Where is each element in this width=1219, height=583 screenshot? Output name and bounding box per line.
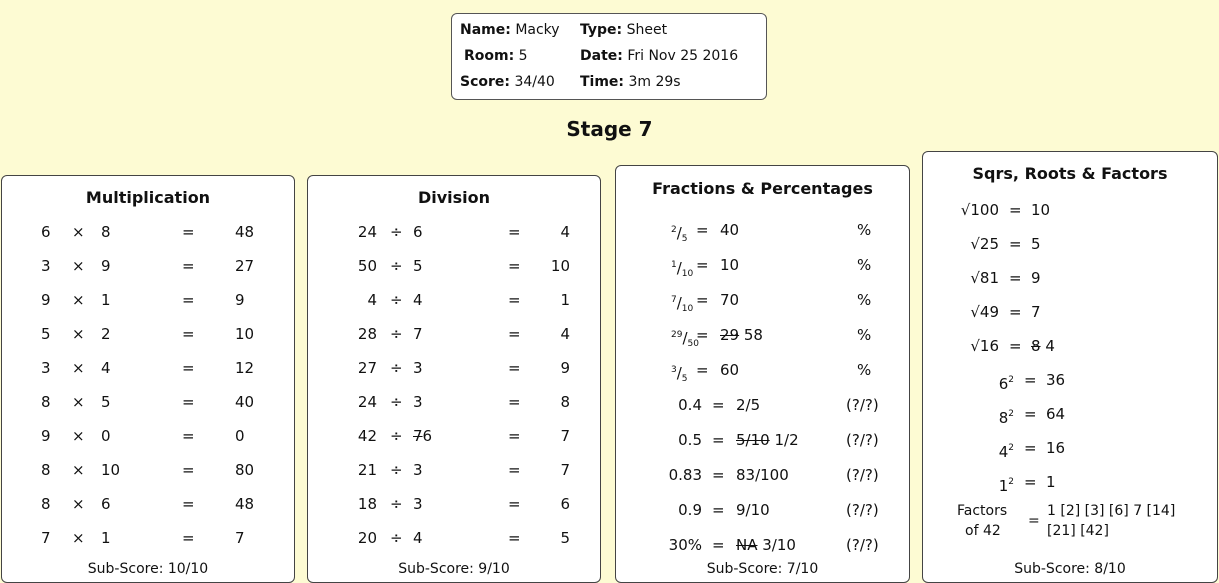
panel-title: Fractions & Percentages [652, 179, 873, 198]
factors-line-1: 1 [2] [3] [6] 7 [14] [1047, 503, 1176, 519]
operand-b-value: 6 [422, 427, 433, 445]
equation-row [308, 220, 600, 244]
operand-b: 4 [101, 359, 111, 377]
operator: ÷ [390, 223, 403, 241]
fraction-question [671, 253, 693, 286]
answer-value: 83/100 [736, 466, 789, 484]
equals-sign: = [696, 256, 709, 274]
unit: % [857, 326, 872, 344]
equation-row [923, 368, 1217, 392]
fraction-slash: / [676, 259, 682, 277]
operator: × [72, 495, 85, 513]
operand-a: 28 [357, 325, 377, 343]
operand-a: 3 [41, 359, 51, 377]
answer [720, 288, 739, 312]
numerator: 2 [671, 225, 677, 235]
operand-b [413, 424, 432, 448]
fraction-question [671, 288, 693, 321]
equals-sign: = [1009, 201, 1022, 219]
answer-value: 7 [1031, 303, 1041, 321]
answer-value: 9 [1031, 269, 1041, 287]
square-exponent: 2 [1008, 375, 1014, 385]
sub-score: Sub-Score: 10/10 [87, 561, 209, 577]
factors-label-2: of 42 [965, 523, 1001, 539]
equation-row [923, 266, 1217, 290]
answer [720, 253, 739, 277]
operand-b [413, 458, 423, 482]
equals-sign: = [1009, 337, 1022, 355]
answer-value: 40 [720, 221, 740, 239]
operand-a: 6 [41, 223, 51, 241]
answer: 8 [560, 393, 570, 411]
operand-b [413, 356, 423, 380]
equation-row [923, 436, 1217, 460]
equation-row [616, 253, 909, 277]
type-field: Type: Sheet [580, 22, 668, 38]
equals-sign: = [712, 396, 725, 414]
operand-b-value: 4 [413, 291, 423, 309]
equals-sign: = [1024, 473, 1037, 491]
operand-b-value: 3 [413, 393, 423, 411]
operator: ÷ [390, 495, 403, 513]
square-question [999, 436, 1014, 464]
answer: 4 [560, 223, 570, 241]
equals-sign: = [1024, 371, 1037, 389]
equation-row [923, 470, 1217, 494]
operand-b-value: 3 [413, 461, 423, 479]
answer-value: 60 [720, 361, 740, 379]
fraction-question [671, 218, 688, 251]
unit: (?/?) [846, 431, 879, 449]
operator: ÷ [390, 359, 403, 377]
operand-b-value: 5 [413, 257, 423, 275]
answer [736, 463, 789, 487]
root-question: √49 [970, 303, 999, 321]
room-field: Room: 5 [464, 48, 528, 64]
equals-sign: = [508, 359, 521, 377]
equals-sign: = [182, 291, 195, 309]
sub-score: Sub-Score: 8/10 [1014, 561, 1126, 577]
decimal-question: 0.4 [678, 396, 702, 414]
operand-a: 27 [357, 359, 377, 377]
equals-sign: = [1009, 269, 1022, 287]
operator: × [72, 325, 85, 343]
square-question [999, 470, 1014, 498]
operand-b [413, 322, 423, 346]
equation-row [2, 390, 294, 414]
fractions-panel [615, 165, 910, 583]
square-base: 1 [998, 477, 1009, 495]
stage-title: Stage 7 [566, 117, 653, 141]
equation-row [308, 254, 600, 278]
equation-row [308, 322, 600, 346]
answer-value: 2/5 [736, 396, 761, 414]
equation-row [2, 356, 294, 380]
unit: (?/?) [846, 501, 879, 519]
equals-sign: = [712, 501, 725, 519]
unit: % [857, 291, 872, 309]
equation-row [308, 288, 600, 312]
equation-row [308, 356, 600, 380]
operand-b [413, 492, 423, 516]
equals-sign: = [508, 529, 521, 547]
operand-a: 8 [41, 393, 51, 411]
answer-value: 70 [720, 291, 740, 309]
division-panel [307, 175, 601, 583]
answer [736, 533, 796, 557]
fraction-slash: / [676, 224, 682, 242]
equals-sign: = [712, 466, 725, 484]
sqrs-roots-factors-panel [922, 151, 1218, 583]
operator: × [72, 461, 85, 479]
numerator: 1 [671, 260, 677, 270]
operator: × [72, 223, 85, 241]
decimal-question: 0.5 [678, 431, 702, 449]
answer: 1 [560, 291, 570, 309]
answer: 9 [560, 359, 570, 377]
operand-a: 3 [41, 257, 51, 275]
operand-b-value: 4 [413, 529, 423, 547]
equals-sign: = [696, 221, 709, 239]
unit: (?/?) [846, 536, 879, 554]
equation-row [616, 463, 909, 487]
equals-sign: = [712, 536, 725, 554]
answer: 16 [1046, 439, 1066, 457]
answer [1031, 232, 1041, 256]
equation-row [923, 198, 1217, 222]
answer: 48 [235, 223, 255, 241]
equals-sign: = [182, 461, 195, 479]
operand-b: 6 [101, 495, 111, 513]
fraction-question [671, 358, 688, 391]
square-exponent: 2 [1008, 409, 1014, 419]
answer [720, 358, 739, 382]
operand-a: 8 [41, 461, 51, 479]
answer-value: 58 [743, 326, 763, 344]
root-question: √100 [960, 201, 999, 219]
date-field: Date: Fri Nov 25 2016 [580, 48, 739, 64]
answer [736, 498, 770, 522]
operator: ÷ [390, 291, 403, 309]
panel-title: Multiplication [85, 188, 211, 207]
answer: 48 [235, 495, 255, 513]
equals-sign: = [696, 291, 709, 309]
equals-sign: = [182, 359, 195, 377]
operator: ÷ [390, 461, 403, 479]
equals-sign: = [182, 495, 195, 513]
square-base: 8 [998, 409, 1009, 427]
fraction-slash: / [682, 329, 688, 347]
equation-row [616, 288, 909, 312]
equation-row [616, 533, 909, 557]
answer: 0 [235, 427, 245, 445]
operand-b: 0 [101, 427, 111, 445]
equation-row [308, 390, 600, 414]
operator: × [72, 359, 85, 377]
operator: × [72, 427, 85, 445]
answer: 7 [560, 461, 570, 479]
equals-sign: = [508, 393, 521, 411]
answer-value: 5 [1031, 235, 1041, 253]
time-field: Time: 3m 29s [580, 74, 681, 90]
denominator: 5 [681, 234, 688, 244]
denominator: 10 [681, 304, 694, 314]
equation-row [923, 334, 1217, 358]
operand-a: 18 [357, 495, 377, 513]
unit: (?/?) [846, 396, 879, 414]
operand-b: 8 [101, 223, 111, 241]
equation-row [308, 492, 600, 516]
operator: ÷ [390, 257, 403, 275]
equation-row [616, 323, 909, 347]
operand-b [413, 390, 423, 414]
answer [736, 393, 760, 417]
operand-b: 1 [101, 291, 111, 309]
decimal-question: 0.83 [668, 466, 702, 484]
crossed-out-answer: 8 [1031, 337, 1041, 355]
equals-sign: = [696, 326, 709, 344]
equals-sign: = [1024, 439, 1037, 457]
numerator: 7 [671, 295, 677, 305]
panel-title: Sqrs, Roots & Factors [972, 164, 1168, 183]
equals-sign: = [1009, 235, 1022, 253]
equation-row [308, 526, 600, 550]
operand-b [413, 220, 423, 244]
panel-title: Division [417, 188, 491, 207]
fraction-slash: / [676, 364, 682, 382]
operand-b-value: 3 [413, 495, 423, 513]
answer: 12 [235, 359, 255, 377]
equals-sign: = [508, 427, 521, 445]
operator: ÷ [390, 427, 403, 445]
name-field: Name: Macky [460, 22, 560, 38]
square-base: 4 [998, 443, 1009, 461]
equation-row [2, 492, 294, 516]
answer: 9 [235, 291, 245, 309]
operator: × [72, 393, 85, 411]
crossed-out-answer: NA [736, 536, 758, 554]
denominator: 50 [687, 339, 699, 349]
operand-b: 10 [101, 461, 121, 479]
answer [720, 323, 763, 347]
equation-row [923, 232, 1217, 256]
answer [1031, 198, 1050, 222]
operand-a: 42 [357, 427, 377, 445]
equation-row [616, 218, 909, 242]
equals-sign: = [508, 223, 521, 241]
answer: 6 [560, 495, 570, 513]
factors-row [923, 502, 1217, 546]
equation-row [2, 526, 294, 550]
equals-sign: = [182, 427, 195, 445]
equals-sign: = [508, 461, 521, 479]
answer: 5 [560, 529, 570, 547]
operand-a: 50 [357, 257, 377, 275]
equation-row [2, 322, 294, 346]
crossed-out-answer: 5/10 [736, 431, 770, 449]
operator: × [72, 291, 85, 309]
answer-value: 3/10 [762, 536, 796, 554]
answer [1031, 334, 1055, 358]
answer [736, 428, 799, 452]
equals-sign: = [508, 291, 521, 309]
factors-equals: = [1028, 513, 1040, 529]
operand-b-value: 7 [413, 325, 423, 343]
root-question: √16 [970, 337, 999, 355]
operand-a: 21 [357, 461, 377, 479]
operand-b-value: 6 [413, 223, 423, 241]
answer [1031, 266, 1041, 290]
root-question: √25 [970, 235, 999, 253]
equation-row [616, 358, 909, 382]
crossed-out-answer: 7 [413, 427, 423, 445]
operand-b-value: 3 [413, 359, 423, 377]
fraction-slash: / [676, 294, 682, 312]
answer: 10 [235, 325, 255, 343]
score-field: Score: 34/40 [460, 74, 555, 90]
equation-row [2, 424, 294, 448]
equals-sign: = [1009, 303, 1022, 321]
unit: % [857, 361, 872, 379]
answer: 27 [235, 257, 255, 275]
sub-score: Sub-Score: 7/10 [706, 561, 819, 577]
numerator: 29 [671, 330, 683, 340]
sub-score: Sub-Score: 9/10 [398, 561, 510, 577]
operand-b [413, 254, 423, 278]
equation-row [2, 254, 294, 278]
factors-line-2: [21] [42] [1047, 523, 1109, 539]
operand-b: 5 [101, 393, 111, 411]
operand-a: 8 [41, 495, 51, 513]
operand-b [413, 288, 423, 312]
answer: 80 [235, 461, 255, 479]
equation-row [616, 428, 909, 452]
operand-b: 1 [101, 529, 111, 547]
operand-a: 4 [367, 291, 377, 309]
decimal-question: 0.9 [678, 501, 702, 519]
equals-sign: = [508, 257, 521, 275]
answer [1031, 300, 1041, 324]
denominator: 10 [681, 269, 694, 279]
equation-row [308, 458, 600, 482]
answer: 4 [560, 325, 570, 343]
operand-a: 20 [357, 529, 377, 547]
unit: % [857, 221, 872, 239]
fraction-question [671, 323, 699, 356]
equals-sign: = [508, 325, 521, 343]
operator: × [72, 529, 85, 547]
decimal-question: 30% [668, 536, 702, 554]
operand-a: 7 [41, 529, 51, 547]
equals-sign: = [182, 325, 195, 343]
equation-row [2, 458, 294, 482]
operand-b: 2 [101, 325, 111, 343]
square-exponent: 2 [1008, 443, 1014, 453]
root-question: √81 [970, 269, 999, 287]
answer-value: 10 [1031, 201, 1051, 219]
equals-sign: = [182, 257, 195, 275]
operator: ÷ [390, 393, 403, 411]
equals-sign: = [182, 529, 195, 547]
unit: % [857, 256, 872, 274]
square-question [999, 368, 1014, 396]
answer [720, 218, 739, 242]
operand-a: 9 [41, 291, 51, 309]
equation-row [616, 498, 909, 522]
equals-sign: = [696, 361, 709, 379]
operand-a: 24 [357, 223, 377, 241]
answer: 64 [1046, 405, 1066, 423]
equals-sign: = [182, 393, 195, 411]
square-question [999, 402, 1014, 430]
operator: ÷ [390, 325, 403, 343]
answer: 40 [235, 393, 255, 411]
denominator: 5 [681, 374, 688, 384]
answer-value: 10 [720, 256, 740, 274]
operand-a: 9 [41, 427, 51, 445]
operator: × [72, 257, 85, 275]
equation-row [616, 393, 909, 417]
answer-value: 9/10 [736, 501, 770, 519]
operand-b: 9 [101, 257, 111, 275]
equation-row [2, 220, 294, 244]
factors-label-1: Factors [957, 503, 1008, 519]
equation-row [2, 288, 294, 312]
crossed-out-answer: 29 [720, 326, 740, 344]
multiplication-panel [1, 175, 295, 583]
equation-row [923, 402, 1217, 426]
answer: 1 [1046, 473, 1056, 491]
unit: (?/?) [846, 466, 879, 484]
equals-sign: = [508, 495, 521, 513]
answer-value: 1/2 [774, 431, 799, 449]
equals-sign: = [182, 223, 195, 241]
answer: 10 [550, 257, 570, 275]
answer-value: 4 [1045, 337, 1055, 355]
equation-row [923, 300, 1217, 324]
answer: 7 [235, 529, 245, 547]
answer: 7 [560, 427, 570, 445]
answer: 36 [1046, 371, 1066, 389]
equals-sign: = [1024, 405, 1037, 423]
operator: ÷ [390, 529, 403, 547]
equation-row [308, 424, 600, 448]
equals-sign: = [712, 431, 725, 449]
square-exponent: 2 [1008, 477, 1014, 487]
numerator: 3 [671, 365, 677, 375]
operand-a: 24 [357, 393, 377, 411]
operand-a: 5 [41, 325, 51, 343]
student-info-card [451, 13, 767, 100]
operand-b [413, 526, 423, 550]
square-base: 6 [998, 375, 1009, 393]
